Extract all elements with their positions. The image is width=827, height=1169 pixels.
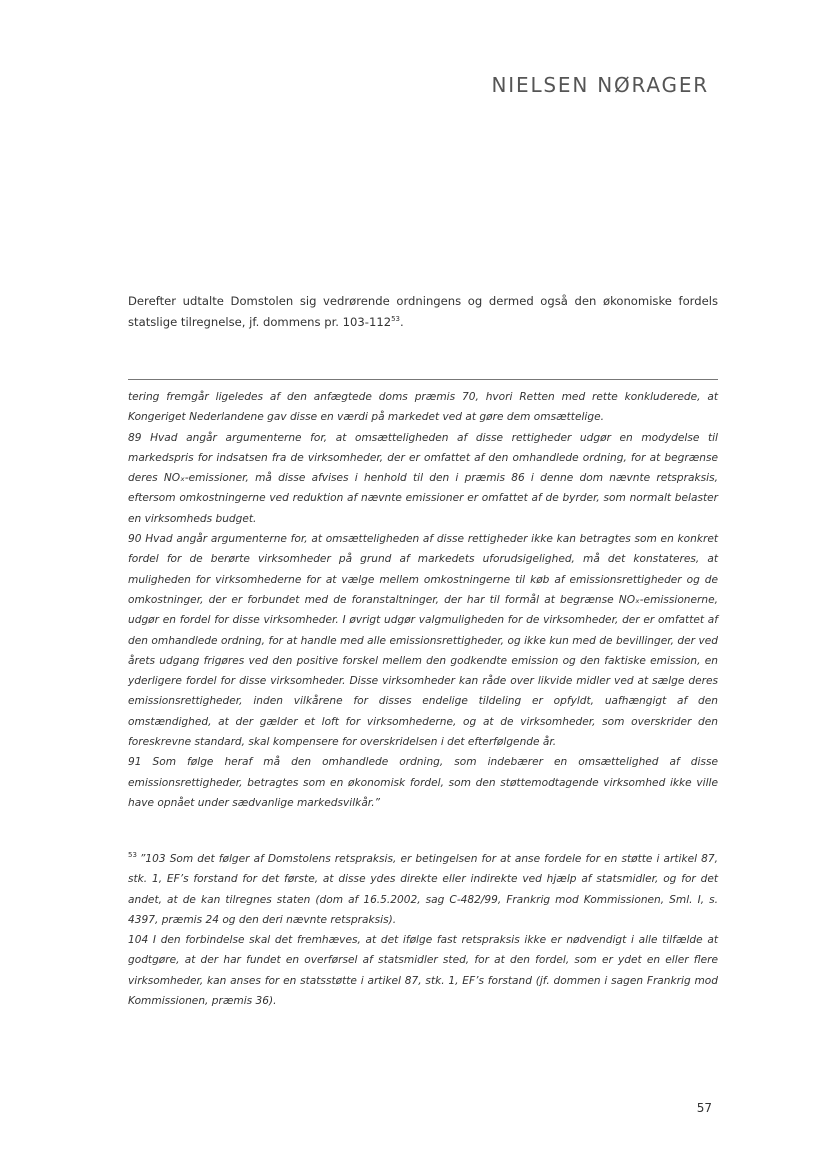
footnote-paragraph: [128, 849, 718, 930]
body-paragraph-end: .: [400, 315, 404, 329]
footnote-paragraph: 91 Som følge heraf må den omhandlede ordning, som indebærer en omsættelighed af disse emissionsrettigheder, betragtes som en økonomisk fordel, som den støttemodtagende virksomhed ikke ville have opnået under sædvanlige markedsvilkår.”: [128, 756, 718, 809]
footnote-paragraph: 90 Hvad angår argumenterne for, at omsætteligheden af disse rettigheder ikke kan betragtes som en konkret fordel for de berørte virksomheder på grund af markedets uforudsigelighed, må det konstateres, at muligheden for virksomhederne for at vælge mellem omkostningerne til køb af emissionsrettigheder og de omkostninger, der er forbundet med de foranstaltninger, der har til formål at begrænse NOₓ-emissionerne, udgør en fordel for disse virksomheder. I øvrigt udgør valgmuligheden for de virksomheder, der er omfattet af den omhandlede ordning, for at handle med alle emissionsrettigheder, og ikke kun med de bevillinger, der ved årets udgang frigøres ved den positive forskel mellem den godkendte emission og den faktiske emission, en yderligere fordel for disse virksomheder. Disse virksomheder kan råde over likvide midler ved at sælge deres emissionsrettigheder, inden vilkårene for disses endelige tildeling er opfyldt, uafhængigt af den omstændighed, at der gælder et loft for virksomhederne, og at de virksomheder, som overskrider den foreskrevne standard, skal kompensere for overskridelsen i det efterfølgende år.: [128, 533, 718, 749]
body-paragraph: [128, 291, 718, 333]
footnote-paragraph: 104 I den forbindelse skal det fremhæves, at det ifølge fast retspraksis ikke er nødvendigt i alle tilfælde at godtgøre, at der har fundet en overførsel af statsmidler sted, for at den fordel, som er ydet en eller flere virksomheder, kan anses for en statsstøtte i artikel 87, stk. 1, EF’s forstand (jf. dommen i sagen Frankrig mod Kommissionen, præmis 36).: [128, 934, 718, 1008]
footnote-53-text: ”103 Som det følger af Domstolens retspraksis, er betingelsen for at anse fordele for en støtte i artikel 87, stk. 1, EF’s forstand for det første, at disse ydes direkte eller indirekte ved hjælp af statsmidler, og for det andet, at de kan tilregnes staten (dom af 16.5.2002, sag C-482/99, Frankrig mod Kommissionen, Sml. I, s. 4397, præmis 24 og den deri nævnte retspraksis).: [128, 853, 718, 926]
footnote-marker-53: 53: [128, 851, 137, 860]
page-number: 57: [696, 1101, 712, 1115]
footnote-separator: [128, 379, 718, 380]
footnote-paragraph: 89 Hvad angår argumenterne for, at omsætteligheden af disse rettigheder udgør en modydelse til markedspris for indsatsen fra de virksomheder, der er omfattet af den omhandlede ordning, for at begrænse deres NOₓ-emissioner, må disse afvises i henhold til den i præmis 86 i denne dom nævnte retspraksis, eftersom omkostningerne ved reduktion af nævnte emissioner er omfattet af de byrder, som normalt belaster en virksomheds budget.: [128, 431, 718, 525]
footnote-reference-53[interactable]: 53: [391, 315, 401, 324]
body-paragraph-text: Derefter udtalte Domstolen sig vedrørende ordningens og dermed også den økonomiske fordels statslige tilregnelse, jf. dommens pr. 103-112: [128, 294, 718, 329]
footnote-53: [128, 849, 718, 1011]
footnote-continuation: [128, 387, 718, 813]
footnote-paragraph: tering fremgår ligeledes af den anfægtede doms præmis 70, hvori Retten med rette konkluderede, at Kongeriget Nederlandene gav disse en værdi på markedet ved at gøre dem omsættelige.: [128, 391, 718, 424]
header-brand: NIELSEN NØRAGER: [491, 73, 709, 97]
